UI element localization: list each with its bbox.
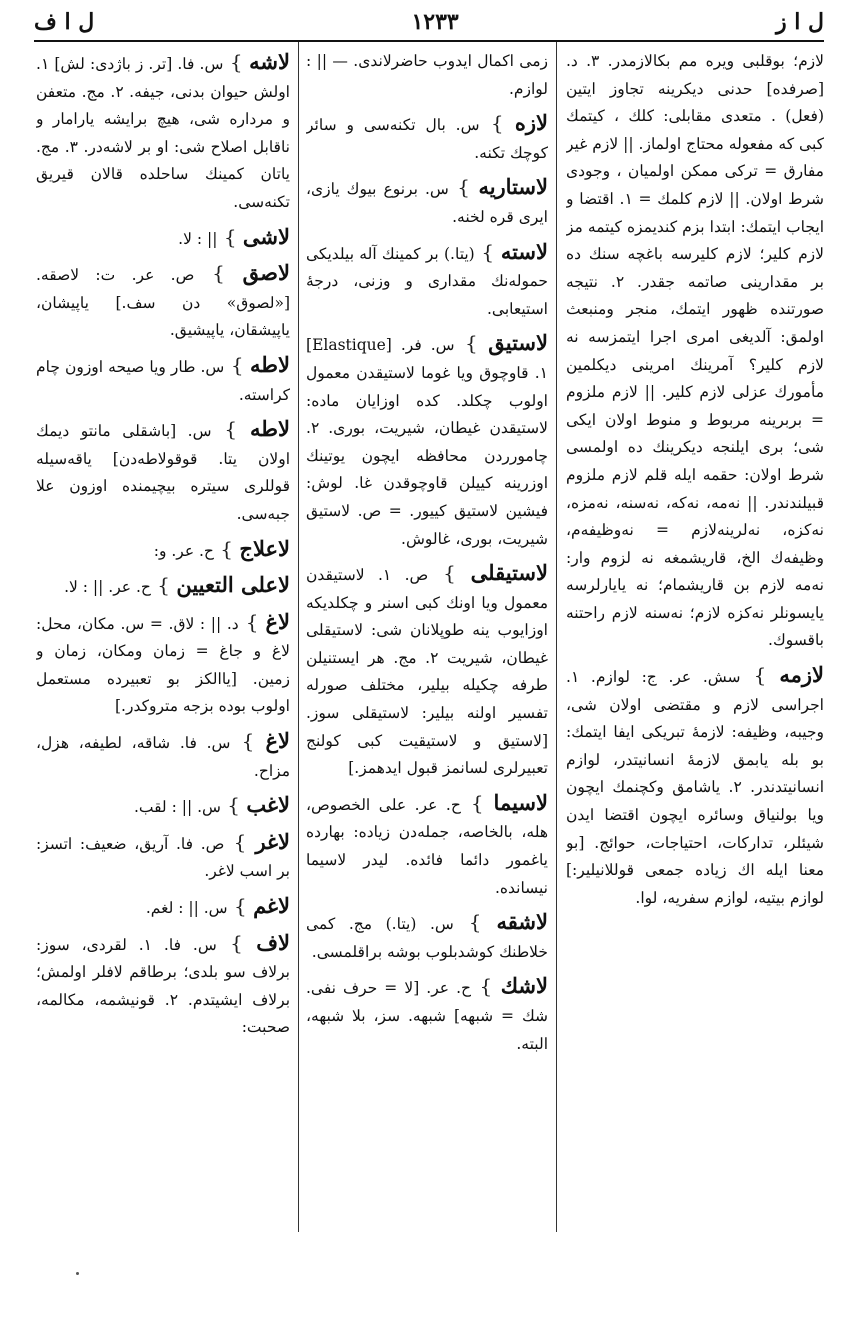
entry-brace: }	[227, 894, 254, 919]
entry-definition: ح. عر. على الخصوص، هله، بالخاصه، جمله‌دن زياده: بهارده ياغمور دائما فائده. ليدر لاسيما نيسانده.	[306, 795, 548, 897]
entry-definition: (يتا.) بر كمينك آله بيلديكى حموله‌نك مقدارى و وزنى، درجهٔ استيعابى.	[306, 244, 548, 318]
dictionary-entry	[36, 351, 290, 409]
dictionary-entry	[306, 972, 548, 1058]
entry-headword: لاغم	[253, 893, 290, 919]
entry-definition: س. فر. [Elastique] ١. قاوچوق ويا غوما لاستيقدن معمول اولوب چكلد. كده اوزايان ماده: لاستيقدن غيطان، شيريت، بورى. ٢. چامورردن محافظه ايچون يوتينك اوزرينه كييلن قاوچوقدن غا. لوش: فيشين لاستيق كييور. = ص. لاستيق شيريت، بورى، غالوش.	[306, 336, 548, 548]
entry-definition: س. [باشقلى مانتو ديمك اولان يتا. قوقولاطه‌دن] ياقه‌سيله قوللرى سيتره بيچيمنده اوزون علا جبه‌سى.	[36, 422, 290, 523]
dictionary-entry	[36, 415, 290, 528]
entry-headword: لاشه	[249, 49, 290, 74]
entry-brace: }	[460, 790, 494, 815]
dictionary-entry	[566, 48, 824, 655]
entry-definition: د. || : لاق. = س. مكان، محل: لاغ و جاغ = زمان ومكان، زمان و زمين. [ياالكز بو تعبيرده مستعمل اولوب بوده بزجه متروكدر.]	[36, 614, 290, 716]
dictionary-entry	[306, 238, 548, 324]
entry-headword: لازه	[514, 110, 548, 136]
dictionary-entry	[36, 727, 290, 785]
entry-definition: زمى اكمال ايدوب حاضرلاندى. — || : لوازم.	[306, 52, 548, 98]
entry-headword: لاستيقلى	[470, 560, 548, 586]
entry-brace: }	[211, 417, 251, 442]
entry-brace: }	[217, 224, 243, 249]
dictionary-entry	[306, 908, 548, 966]
entry-headword: لاصق	[242, 260, 290, 286]
entry-definition: س. فا. شاقه، لطيفه، هزل، مزاح.	[36, 734, 290, 780]
dictionary-entry	[306, 789, 548, 902]
entry-definition: لازم؛ بوقلبى ويره مم بكالازمدر. ٣. د. [صرفده] حدنى ديكرينه تجاوز ايتين (فعل) . متعدى مقابلى: كلك ، كيتمك كبى كه مفعوله محتاج اولماز. || لازم غير مفارق = تركى ممكن اولميان ، وجودى شرط اولان. || لازم كلمك = ١. اقتضا و ايجاب ايتمك: ابتدا بزم كنديمزه كيتمه مز لازم كلير؛ لازم كليرسه باغچه سنك ده بر مقدارينى صاتمه جقدر. ٢. نتيجه صورتنده ظهور ايتمك، منجر ومنبعث اولمق: آلديغى امرى اجرا ايتمزسه نه لازم كلير؟ آمرينك امرينى ديكلمين مأمورك عزلى لازم كلير. || لازم ملزوم = بربرينه مربوط و منوط اولان ايكى شى؛ برى ايلنجه ديكرينك ده اولمسى شرط اولان: حقمه ايله قلم لازم ملزوم قبيلندندر. || نه‌مه، نه‌كه، نه‌سنه، نه‌مزه، نه‌كزه، نه‌لرينه‌لازم = نه‌وظيفه‌م، وظيفه‌ك الخ، قاريشمغه نه لزوم وار: نه‌مه لازم بن قاريشمام؛ نه يايارلرسه يايسونلر نه‌كزه لازم؛ نه‌سنه لازم راحتنه باقسوك.	[566, 52, 824, 650]
entry-brace: }	[471, 974, 501, 999]
dictionary-column-middle	[306, 48, 548, 1248]
entry-definition: س. فا. [تر. ز باژدى: لش] ١. اولش حيوان بدنى، جيفه. ٢. مج. متعفن و مرداره شى، هيچ برايشه يارامار و ناقابل اصلاح شى: او بر لاشه‌در. ٣. مج. ياتان كمينك ساحلده قالان قيريق تكنه‌سى.	[36, 55, 290, 211]
entry-definition: سش. عر. ج: لوازم. ١. اجراسى لازم و مقتضى اولان شى، وجيبه، وظيفه: لازمهٔ تبريكى ايفا ايتمك: بو بله يابمق لازمهٔ انسانيتدر، لوازم انسانيتدندر. ٢. ياشامق وكچنمك ايچون ويا بولنياق وسائره ايچون اقتضا ايدن شيئلر، تداركات، احتياجات، حوائج. [بو معنا ايله اك زياده جمعى قوللانيلير:] لوازم بيتيه، لوازم سفريه، لوا.	[566, 668, 824, 907]
entry-brace: }	[740, 663, 780, 688]
entry-headword: لاستاريه	[478, 174, 548, 200]
dictionary-entry	[36, 535, 290, 566]
entry-definition: س. (يتا.) مج. كمى خلاطنك كوشدبلوب بوشه براقلمسى.	[306, 915, 548, 961]
entry-headword: لاغ	[265, 728, 290, 754]
entry-brace: }	[223, 50, 250, 74]
entry-definition: س. طار ويا صيحه اوزون چام كراسته.	[36, 357, 290, 404]
entry-brace: }	[479, 111, 515, 136]
entry-definition: ح. عر. و:	[153, 541, 214, 560]
entry-definition: || : لا.	[178, 229, 218, 248]
dictionary-entry	[306, 559, 548, 783]
entry-brace: }	[453, 910, 497, 935]
dictionary-entry	[306, 173, 548, 231]
entry-definition: س. برنوع بيوك يازى، ايرى قره لخنه.	[306, 180, 548, 226]
page-mark	[76, 1272, 79, 1275]
dictionary-entry	[36, 828, 290, 886]
dictionary-entry	[36, 791, 290, 822]
dictionary-entry	[36, 892, 290, 923]
entry-headword: لاستيق	[488, 330, 548, 356]
dictionary-entry	[306, 48, 548, 103]
entry-headword: لاعلى التعيين	[176, 572, 290, 598]
column-divider-right	[556, 42, 557, 1232]
entry-headword: لاغر	[255, 828, 290, 854]
dictionary-column-right	[566, 48, 824, 1248]
entry-definition: ح. عر. [لا = حرف نفى. شك = شبهه] شبهه. سز، بلا شبهه، البته.	[306, 979, 548, 1053]
dictionary-column-left	[36, 48, 290, 1248]
entry-definition: س. || : لقب.	[133, 798, 221, 817]
dictionary-entry	[566, 661, 824, 912]
entry-definition: ص. فا. آريق، ضعيف: اتسز: بر اسب لاغر.	[36, 834, 290, 881]
dictionary-entry	[36, 608, 290, 721]
entry-brace: }	[220, 793, 247, 818]
entry-brace: }	[194, 261, 243, 286]
entry-brace: }	[213, 536, 240, 561]
entry-brace: }	[224, 352, 251, 377]
entry-headword: لاطه	[250, 351, 290, 377]
entry-brace: }	[230, 729, 266, 754]
page-number: ١٢٣٣	[411, 9, 459, 35]
entry-brace: }	[238, 609, 266, 634]
dictionary-entry	[36, 259, 290, 345]
entry-definition: ص. ١. لاستيقدن معمول ويا اونك كبى اسنر و چكلديكه اوزايوب ينه طوپلانان شى: لاستيقلى غيطان، شيريت ٢. مج. هر ايستنيلن طرفه چكيله بيلير، مختلف صورله تفسير اولنه بيلير: لاستيقلى سوز. [لاستيق و لاستيقيت كبى كولنج تعبيرلرى لسانمز قبول ايدهمز.]	[306, 566, 548, 778]
entry-headword: لاف	[256, 929, 290, 955]
entry-brace: }	[216, 930, 257, 955]
entry-headword: لازمه	[779, 662, 824, 688]
dictionary-entry	[36, 571, 290, 602]
entry-headword: لاسته	[500, 238, 548, 264]
entry-brace: }	[150, 573, 177, 598]
header-rule	[34, 40, 824, 42]
entry-headword: لاغب	[246, 792, 290, 818]
entry-headword: لاشقه	[496, 909, 548, 935]
entry-brace: }	[428, 561, 471, 586]
entry-brace: }	[454, 331, 489, 356]
dictionary-entry	[36, 929, 290, 1042]
entry-brace: }	[474, 239, 501, 264]
entry-headword: لاغ	[265, 608, 290, 634]
column-divider-left	[298, 42, 299, 1232]
header-left-word: ل ا ف	[34, 9, 95, 35]
entry-definition: س. بال تكنه‌سى و سائر كوچك تكنه.	[306, 116, 548, 162]
entry-headword: لاعلاج	[239, 535, 290, 561]
entry-headword: لاسيما	[493, 789, 548, 815]
entry-brace: }	[448, 175, 479, 200]
dictionary-entry	[306, 109, 548, 167]
page-header	[34, 4, 824, 40]
entry-brace: }	[224, 829, 256, 854]
entry-headword: لاشى	[242, 223, 290, 249]
entry-definition: ص. عر. ت: لاصقه. [«لصوق» دن سف.] ياپيشان، ياپيشقان، ياپيشيق.	[36, 266, 290, 340]
dictionary-entry	[306, 329, 548, 553]
entry-headword: لاشك	[500, 973, 548, 999]
dictionary-entry	[36, 223, 290, 254]
entry-definition: س. فا. ١. لقردى، سوز: برلاف سو بلدى؛ برطاقم لافلر اولمش؛ برلاف ايشيتدم. ٢. قونيشمه، مكالمه، صحبت:	[36, 935, 290, 1037]
entry-headword: لاطه	[250, 416, 290, 442]
entry-definition: س. || : لغم.	[145, 899, 228, 918]
header-right-word: ل ا ز	[775, 9, 824, 35]
dictionary-entry	[36, 48, 290, 217]
entry-definition: ح. عر. || : لا.	[64, 578, 151, 597]
